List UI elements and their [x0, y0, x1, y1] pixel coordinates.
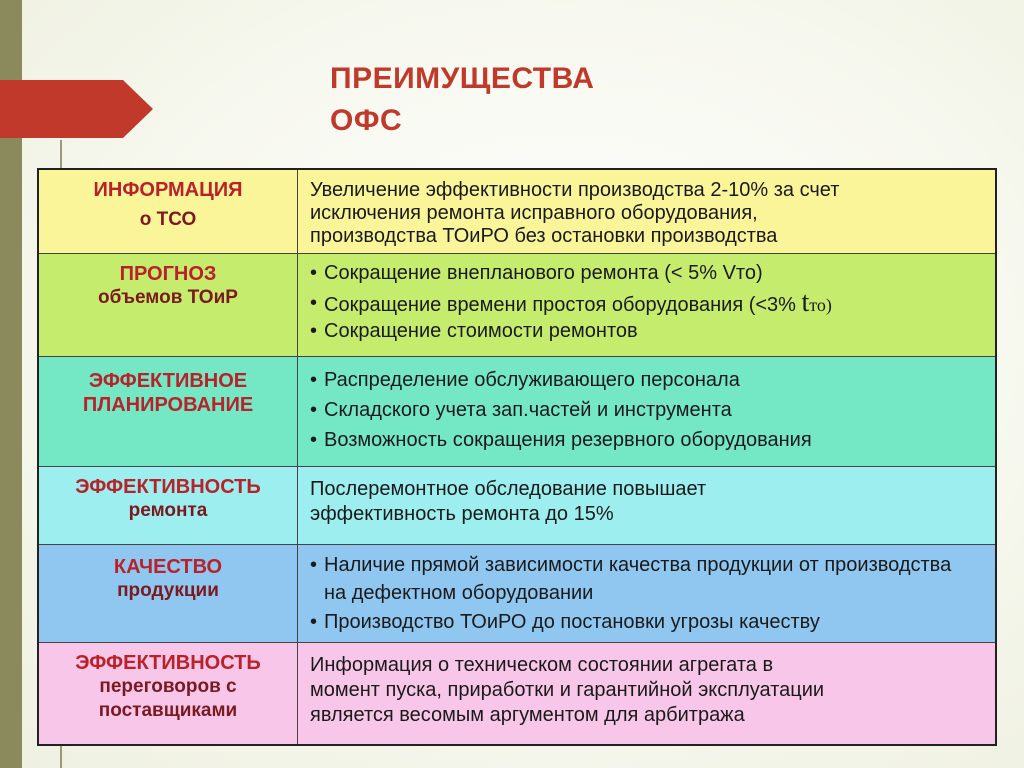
row-label	[38, 643, 298, 745]
tto-symbol	[802, 287, 832, 318]
row-label-sub: ремонта	[128, 500, 208, 521]
arrow-decor-icon	[0, 80, 153, 138]
row-content	[298, 643, 997, 745]
content-line: Информация о техническом состоянии агрегата в	[310, 654, 774, 676]
row-label-sub: о ТСО	[139, 209, 197, 230]
table-row	[38, 357, 996, 467]
row-label-sub: продукции	[117, 580, 219, 601]
content-line: производства ТОиРО без остановки производства	[310, 225, 778, 247]
list-item: • Складского учета зап.частей и инструмента	[310, 395, 985, 425]
list-item: • Сокращение стоимости ремонтов	[310, 316, 985, 346]
row-label-main: ЭФФЕКТИВНОСТЬ	[75, 476, 261, 498]
row-label	[38, 545, 298, 643]
content-line: Увеличение эффективности производства 2-10% за счет	[310, 179, 840, 201]
row-label-main: КАЧЕСТВО	[113, 556, 223, 578]
row-content	[298, 467, 997, 545]
list-item-text: Сокращение времени простоя оборудования (<3%	[324, 294, 796, 316]
slide-title	[330, 58, 594, 142]
list-item: • Сокращение внепланового ремонта (< 5% Vто)	[310, 258, 985, 288]
list-item: • Наличие прямой зависимости качества продукции от производства на дефектном оборудовании	[310, 551, 985, 607]
row-label-main: ЭФФЕКТИВНОЕ	[88, 370, 248, 392]
row-label	[38, 254, 298, 357]
table-row	[38, 467, 996, 545]
row-content	[298, 545, 997, 643]
content-line: Послеремонтное обследование повышает	[310, 478, 707, 500]
row-label-sub: переговоров с поставщиками	[98, 676, 238, 721]
tto-sub: то)	[809, 295, 832, 315]
content-line: момент пуска, приработки и гарантийной эксплуатации	[310, 679, 825, 701]
row-label-sub: объемов ТОиР	[98, 287, 238, 308]
row-label-main: ИНФОРМАЦИЯ	[93, 179, 243, 201]
advantages-table	[37, 168, 997, 746]
row-content	[298, 357, 997, 467]
list-item: • Возможность сокращения резервного оборудования	[310, 425, 985, 455]
row-label-main: ЭФФЕКТИВНОСТЬ	[75, 652, 261, 674]
row-label	[38, 357, 298, 467]
tto-t: t	[801, 287, 810, 318]
table-row	[38, 254, 996, 357]
row-label	[38, 467, 298, 545]
content-line: является весомым аргументом для арбитража	[310, 704, 745, 726]
title-line-2: ОФС	[330, 104, 403, 137]
table-row	[38, 169, 996, 254]
table-row	[38, 545, 996, 643]
title-line-1: ПРЕИМУЩЕСТВА	[330, 62, 595, 95]
row-label-main: ПРОГНОЗ	[119, 263, 217, 285]
content-line: исключения ремонта исправного оборудования,	[310, 202, 758, 224]
row-label	[38, 169, 298, 254]
row-content	[298, 254, 997, 357]
content-line: эффективность ремонта до 15%	[310, 503, 614, 525]
table-row	[38, 643, 996, 745]
row-label-main-2: ПЛАНИРОВАНИЕ	[82, 394, 254, 416]
row-content	[298, 169, 997, 254]
list-item: • Производство ТОиРО до постановки угрозы качеству	[310, 607, 985, 637]
list-item: • Распределение обслуживающего персонала	[310, 365, 985, 395]
